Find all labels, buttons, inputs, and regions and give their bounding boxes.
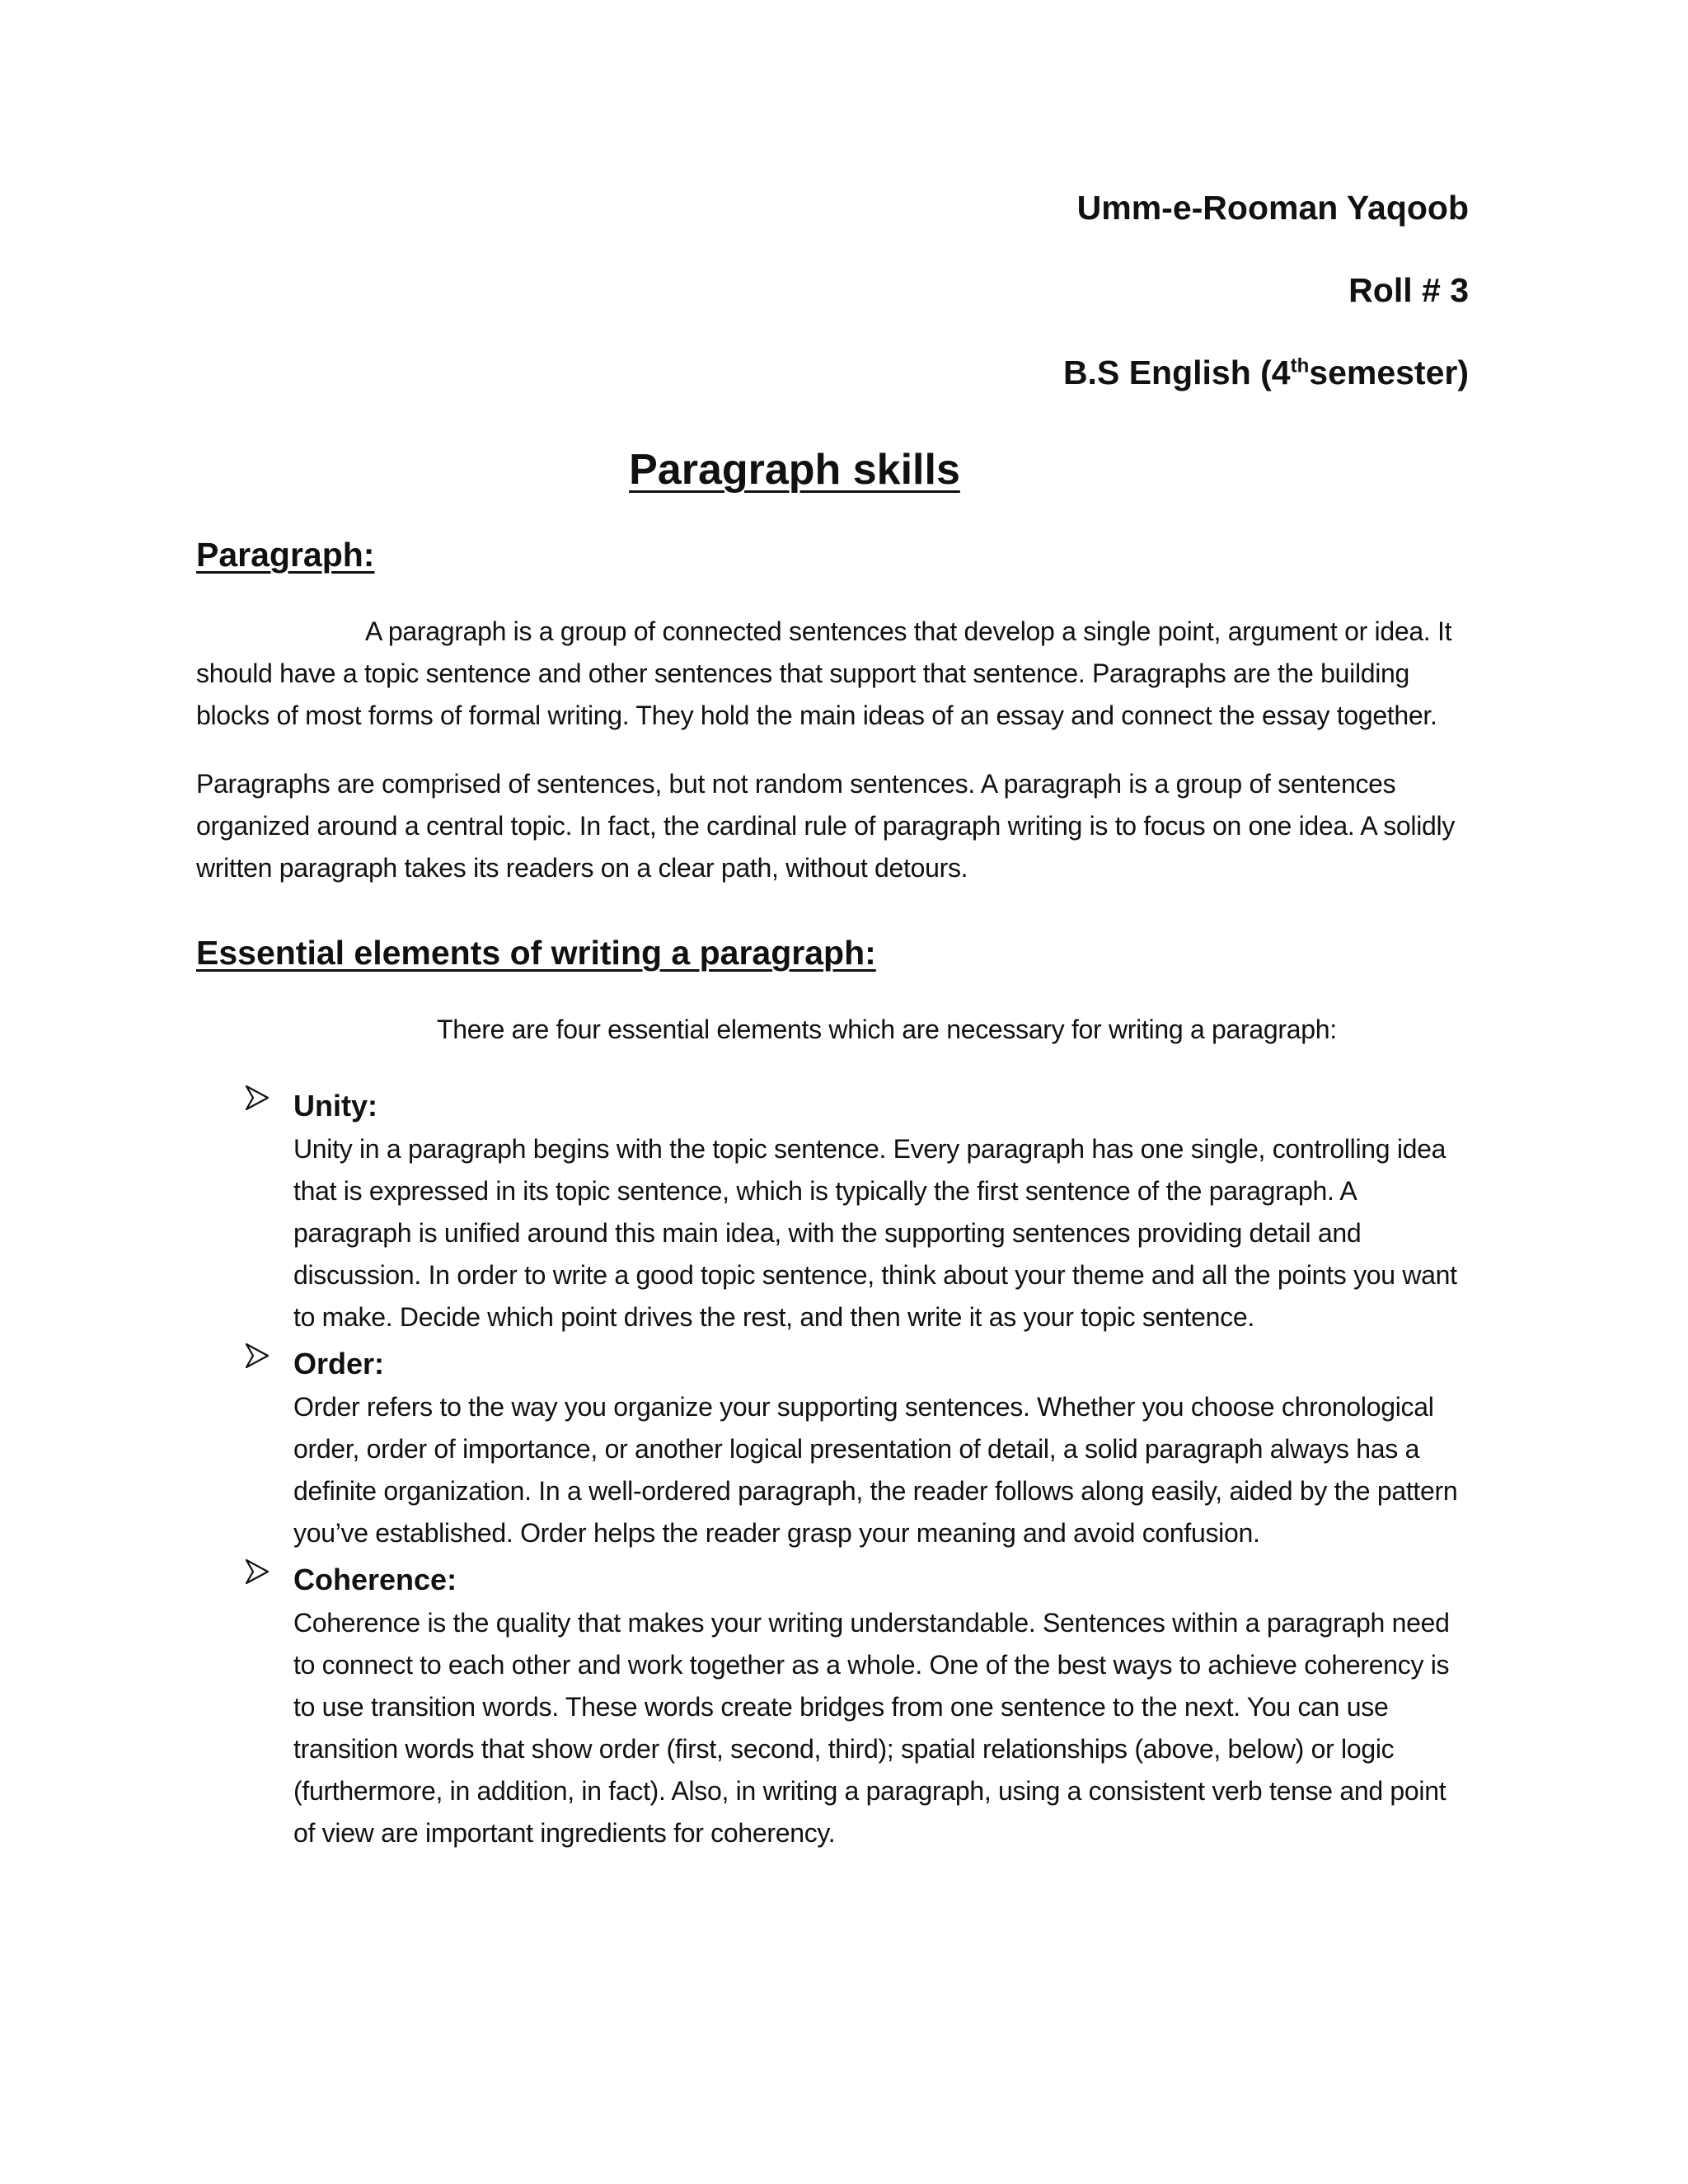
program-prefix: B.S English (4: [1062, 354, 1291, 391]
element-title-coherence: Coherence:: [293, 1563, 457, 1596]
body-paragraph-2: Paragraphs are comprised of sentences, but not random sentences. A paragraph is a group of sentences organized around a central topic. In fact, the cardinal rule of paragraph writing is to focus on one idea. A solidly written paragraph takes its readers on a clear path, without detours.: [196, 769, 1456, 883]
element-text-order: Order refers to the way you organize your supporting sentences. Whether you choose chronological order, order of importance, or another logical presentation of detail, a solid paragraph always has a definite organization. In a well-ordered paragraph, the reader follows along easily, aided by the pattern you’ve established. Order helps the reader grasp your meaning and avoid confusion.: [293, 1392, 1458, 1548]
roll-number: Roll # 3: [1348, 271, 1469, 309]
list-item: [196, 1342, 1469, 1554]
element-text-coherence: Coherence is the quality that makes your writing understandable. Sentences within a paragraph need to connect to each other and work together as a whole. One of the best ways to achieve coherency is to use transition words. These words create bridges from one sentence to the next. You can use transition words that show order (first, second, third); spatial relationships (above, below) or logic (furthermore, in addition, in fact). Also, in writing a paragraph, using a consistent verb tense and point of view are important ingredients for coherency.: [293, 1608, 1450, 1848]
arrow-bullet-icon: [246, 1085, 269, 1110]
page-title: [0, 445, 1688, 494]
arrow-bullet-icon: [246, 1343, 269, 1368]
document-body: [196, 536, 1469, 1858]
program-superscript: th: [1290, 354, 1310, 377]
author-info-block: [1063, 190, 1469, 437]
arrow-bullet-icon: [246, 1559, 269, 1584]
element-title-order: Order:: [293, 1347, 385, 1380]
elements-intro: There are four essential elements which are necessary for writing a paragraph:: [437, 1015, 1337, 1044]
element-title-unity: Unity:: [293, 1089, 377, 1122]
section-heading-paragraph: Paragraph:: [196, 536, 375, 574]
element-text-unity: Unity in a paragraph begins with the topic sentence. Every paragraph has one single, controlling idea that is expressed in its topic sentence, which is typically the first sentence of the paragraph. A paragraph is unified around this main idea, with the supporting sentences providing detail and discussion. In order to write a good topic sentence, think about your theme and all the points you want to make. Decide which point drives the rest, and then write it as your topic sentence.: [293, 1134, 1457, 1332]
elements-list: [196, 1084, 1469, 1854]
section-heading-essential-elements: Essential elements of writing a paragraph:: [196, 934, 876, 972]
program-info: [1063, 354, 1469, 391]
list-item: [196, 1084, 1469, 1338]
page-title-text: Paragraph skills: [629, 446, 960, 494]
program-suffix: semester): [1309, 354, 1469, 391]
body-paragraph-1: A paragraph is a group of connected sentences that develop a single point, argument or idea. It should have a topic sentence and other sentences that support that sentence. Paragraphs are the building blocks of most forms of formal writing. They hold the main ideas of an essay and connect the essay together.: [196, 616, 1452, 730]
author-name: Umm-e-Rooman Yaqoob: [1076, 189, 1469, 227]
list-item: [196, 1558, 1469, 1854]
